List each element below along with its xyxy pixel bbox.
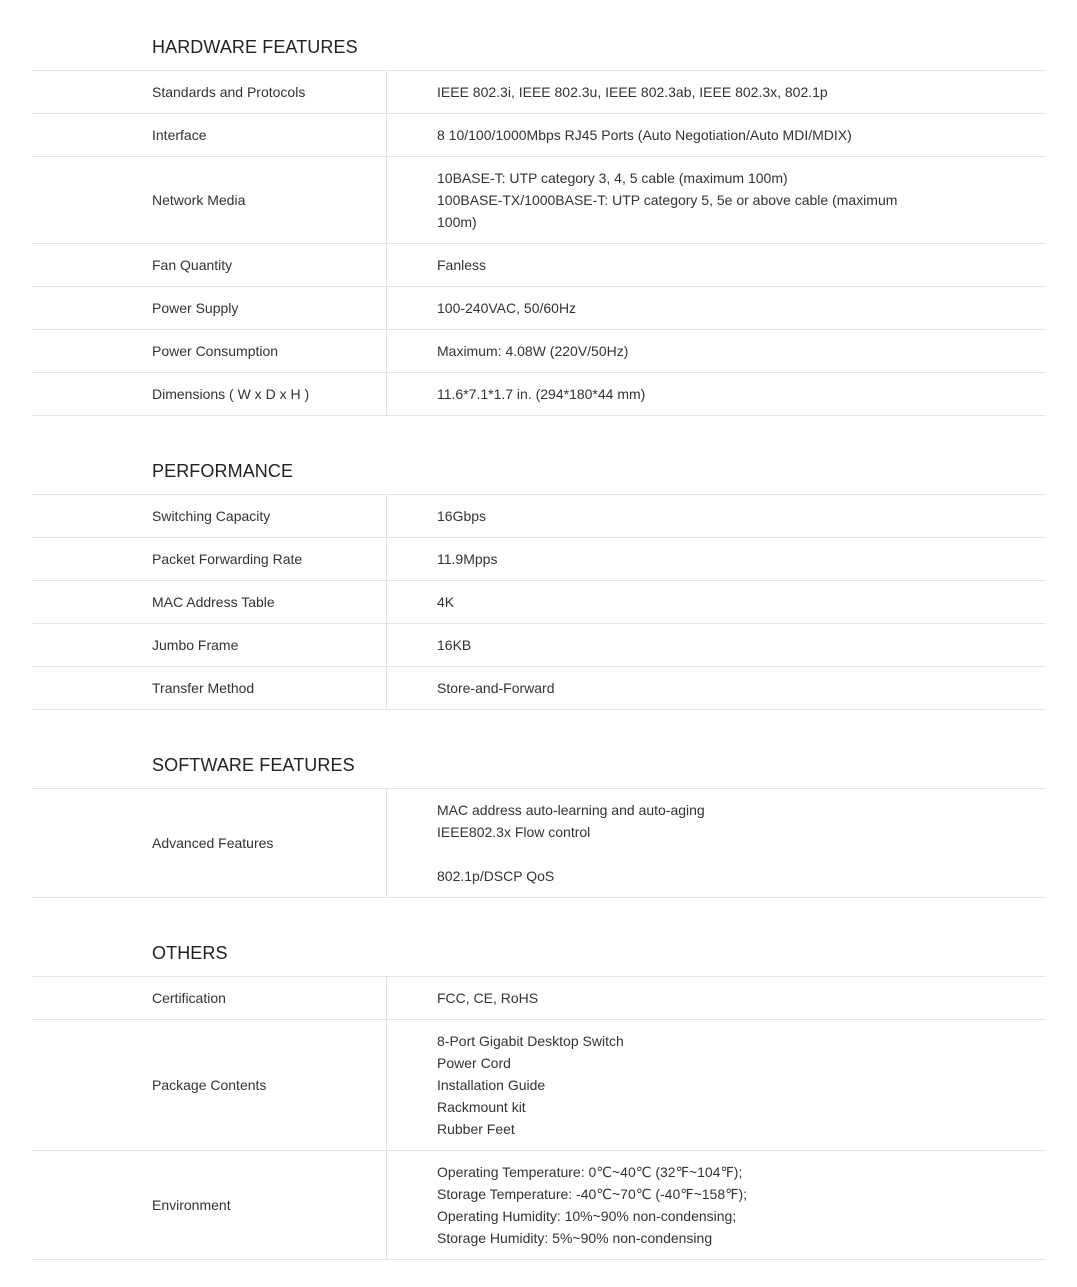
spec-value-line: Operating Humidity: 10%~90% non-condensing; (437, 1208, 737, 1224)
spec-value (387, 538, 907, 580)
spec-row (32, 1020, 1045, 1151)
spec-row (32, 330, 1045, 373)
spec-value-line: 8 10/100/1000Mbps RJ45 Ports (Auto Negotiation/Auto MDI/MDIX) (437, 127, 852, 143)
spec-value-line: Rackmount kit (437, 1099, 526, 1115)
spec-row (32, 977, 1045, 1020)
spec-value (387, 624, 907, 666)
spec-row (32, 287, 1045, 330)
spec-value-line: 4K (437, 594, 455, 610)
spec-label: Environment (32, 1151, 387, 1259)
spec-label: Power Supply (32, 287, 387, 329)
spec-value-line: 8-Port Gigabit Desktop Switch (437, 1033, 624, 1049)
specifications-table (32, 0, 1045, 1260)
spec-label: Advanced Features (32, 789, 387, 897)
spec-value (387, 71, 907, 113)
spec-value (387, 789, 907, 897)
spec-row (32, 538, 1045, 581)
spec-value (387, 114, 907, 156)
spec-value-line: 10BASE-T: UTP category 3, 4, 5 cable (maximum 100m) (437, 170, 788, 186)
spec-value-line: FCC, CE, RoHS (437, 990, 539, 1006)
spec-value (387, 581, 907, 623)
spec-value-line: 100-240VAC, 50/60Hz (437, 300, 577, 316)
spec-row (32, 667, 1045, 710)
spec-value-line: MAC address auto-learning and auto-aging (437, 802, 705, 818)
spec-label: MAC Address Table (32, 581, 387, 623)
spec-value-line: Power Cord (437, 1055, 511, 1071)
spec-label: Network Media (32, 157, 387, 243)
spec-label: Fan Quantity (32, 244, 387, 286)
spec-value-line: 11.6*7.1*1.7 in. (294*180*44 mm) (437, 386, 646, 402)
spec-value (387, 287, 907, 329)
spec-value (387, 495, 907, 537)
spec-value (387, 667, 907, 709)
spec-row (32, 71, 1045, 114)
spec-value-line: Maximum: 4.08W (220V/50Hz) (437, 343, 629, 359)
spec-value-line: 802.1p/DSCP QoS (437, 868, 555, 884)
spec-row (32, 581, 1045, 624)
spec-value-line: 16KB (437, 637, 472, 653)
spec-value-line: Installation Guide (437, 1077, 546, 1093)
spec-row (32, 373, 1045, 416)
spec-label: Transfer Method (32, 667, 387, 709)
spec-value-line: Storage Temperature: -40℃~70℃ (-40℉~158℉); (437, 1186, 747, 1202)
spec-value-line: Operating Temperature: 0℃~40℃ (32℉~104℉); (437, 1164, 743, 1180)
spec-value-line: Rubber Feet (437, 1121, 515, 1137)
spec-row (32, 495, 1045, 538)
spec-value-line: Storage Humidity: 5%~90% non-condensing (437, 1230, 713, 1246)
spec-value (387, 977, 907, 1019)
spec-row (32, 244, 1045, 287)
spec-value (387, 157, 907, 243)
spec-value-line: 100BASE-TX/1000BASE-T: UTP category 5, 5e or above cable (maximum (437, 192, 898, 208)
spec-value (387, 1020, 907, 1150)
spec-value-line: Store-and-Forward (437, 680, 555, 696)
spec-row (32, 157, 1045, 244)
spec-value-line: 11.9Mpps (437, 551, 498, 567)
spec-label: Switching Capacity (32, 495, 387, 537)
spec-value-line: 100m) (437, 214, 477, 230)
section-title: HARDWARE FEATURES (32, 0, 1045, 71)
spec-label: Certification (32, 977, 387, 1019)
spec-value (387, 330, 907, 372)
spec-value-line: IEEE802.3x Flow control (437, 824, 591, 840)
section-title: SOFTWARE FEATURES (32, 710, 1045, 789)
spec-label: Dimensions ( W x D x H ) (32, 373, 387, 415)
spec-label: Packet Forwarding Rate (32, 538, 387, 580)
spec-row (32, 789, 1045, 898)
spec-row (32, 114, 1045, 157)
spec-label: Interface (32, 114, 387, 156)
spec-label: Power Consumption (32, 330, 387, 372)
spec-row (32, 624, 1045, 667)
section-title: OTHERS (32, 898, 1045, 977)
spec-row (32, 1151, 1045, 1260)
spec-label: Standards and Protocols (32, 71, 387, 113)
spec-value-line: 16Gbps (437, 508, 487, 524)
spec-value (387, 1151, 907, 1259)
spec-value (387, 244, 907, 286)
spec-label: Jumbo Frame (32, 624, 387, 666)
spec-label: Package Contents (32, 1020, 387, 1150)
spec-value (387, 373, 907, 415)
section-title: PERFORMANCE (32, 416, 1045, 495)
spec-value-spacer (437, 843, 907, 865)
spec-value-line: IEEE 802.3i, IEEE 802.3u, IEEE 802.3ab, IEEE 802.3x, 802.1p (437, 84, 828, 100)
spec-value-line: Fanless (437, 257, 487, 273)
